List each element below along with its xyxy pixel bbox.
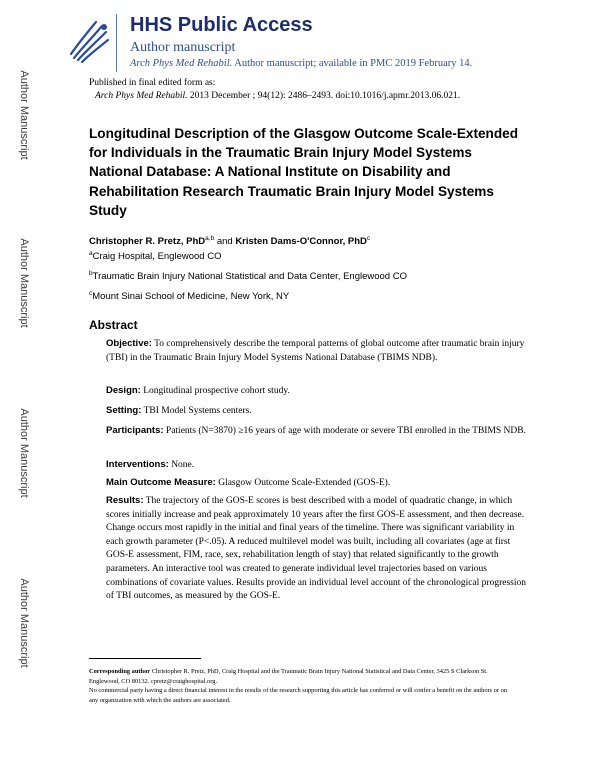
abstract-objective: Objective: To comprehensively describe the temporal patterns of global outcome after traumatic brain injury (TBI) in the Traumatic Brain Injury Model Systems National Database (TBIMS NDB). bbox=[106, 338, 525, 363]
publication-label: Published in final edited form as: bbox=[89, 78, 216, 88]
affiliation: $^a$Craig Hospital, Englewood CO bbox=[89, 249, 222, 262]
publication-citation bbox=[95, 91, 460, 101]
publication-journal: Arch Phys Med Rehabil. bbox=[95, 91, 188, 101]
header-availability-text: Author manuscript; available in PMC 2019 February 14. bbox=[234, 58, 473, 69]
author-line bbox=[89, 236, 370, 247]
author-2: Kristen Dams-O'Connor, PhD bbox=[235, 236, 367, 247]
corresponding-author-note bbox=[89, 667, 509, 686]
page-header-title: HHS Public Access bbox=[130, 14, 313, 36]
sidebar-author-manuscript-label: Author Manuscript bbox=[18, 238, 30, 328]
corresponding-author-text: Christopher R. Pretz, PhD, Craig Hospital and the Traumatic Brain Injury National Statistical and Data Center, 3425 S Clarkson St. Englewood, CO 80132. cpretz@craighospital.org. bbox=[89, 668, 488, 685]
affiliation: $^c$Mount Sinai School of Medicine, New York, NY bbox=[89, 289, 290, 302]
publication-details: 2013 December ; 94(12): 2486–2493. doi:10.1016/j.apmr.2013.06.021. bbox=[189, 91, 461, 101]
abstract-design: Design: Longitudinal prospective cohort study. bbox=[106, 385, 290, 396]
abstract-results: Results: The trajectory of the GOS-E scores is best described with a model of quadratic change, in which scores initially increase and peak approximately 10 years after the first GOS-E assessment, and then decrease. Change occurs most rapidly in the initial and final years of the timeline. There was significant variability in each growth parameter (P<.05). A reduced multilevel model was built, including all covariates (age at first GOS-E assessment, FIM, race, sex, rehabilitation length of stay) that related significantly to the growth parameters. An interactive tool was created to generate individual level trajectories based on various combinations of covariate values. Results provide an individual level account of the chronological progression of TBI outcomes, as measured by the GOS-E. bbox=[106, 495, 526, 602]
author-2-affiliation-marker: c bbox=[366, 234, 371, 242]
sidebar-author-manuscript-label: Author Manuscript bbox=[18, 578, 30, 668]
header-availability bbox=[130, 58, 472, 69]
corresponding-author-label: Corresponding author bbox=[89, 668, 151, 675]
abstract-participants: Participants: Patients (N=3870) ≥16 years of age with moderate or severe TBI enrolled in the TBIMS NDB. bbox=[106, 425, 526, 436]
hhs-eagle-logo-icon bbox=[68, 18, 112, 64]
paper-title: Longitudinal Description of the Glasgow Outcome Scale-Extended for Individuals in the Traumatic Brain Injury Model Systems National Database: A National Institute on Disability and Rehabilitation Research Traumatic Brain Injury Model Systems Study bbox=[89, 126, 519, 218]
author-1-affiliation-marker: a,b bbox=[205, 234, 215, 242]
abstract-heading: Abstract bbox=[89, 318, 138, 332]
abstract-main-outcome: Main Outcome Measure: Glasgow Outcome Scale-Extended (GOS-E). bbox=[106, 477, 391, 488]
affiliation: $^b$Traumatic Brain Injury National Statistical and Data Center, Englewood CO bbox=[89, 269, 407, 282]
disclosure-note: No commercial party having a direct financial interest in the results of the research supporting this article has conferred or will confer a benefit on the authors or on any organization with which the authors are associated. bbox=[89, 687, 508, 704]
author-1: Christopher R. Pretz, PhD bbox=[89, 236, 206, 247]
footnote-divider bbox=[89, 658, 201, 659]
header-journal: Arch Phys Med Rehabil. bbox=[130, 58, 233, 69]
abstract-setting: Setting: TBI Model Systems centers. bbox=[106, 405, 252, 416]
sidebar-author-manuscript-label: Author Manuscript bbox=[18, 408, 30, 498]
author-conjunction: and bbox=[216, 236, 233, 247]
sidebar-author-manuscript-label: Author Manuscript bbox=[18, 70, 30, 160]
abstract-interventions: Interventions: None. bbox=[106, 459, 195, 470]
header-divider bbox=[116, 14, 117, 72]
header-subtitle: Author manuscript bbox=[130, 40, 236, 55]
